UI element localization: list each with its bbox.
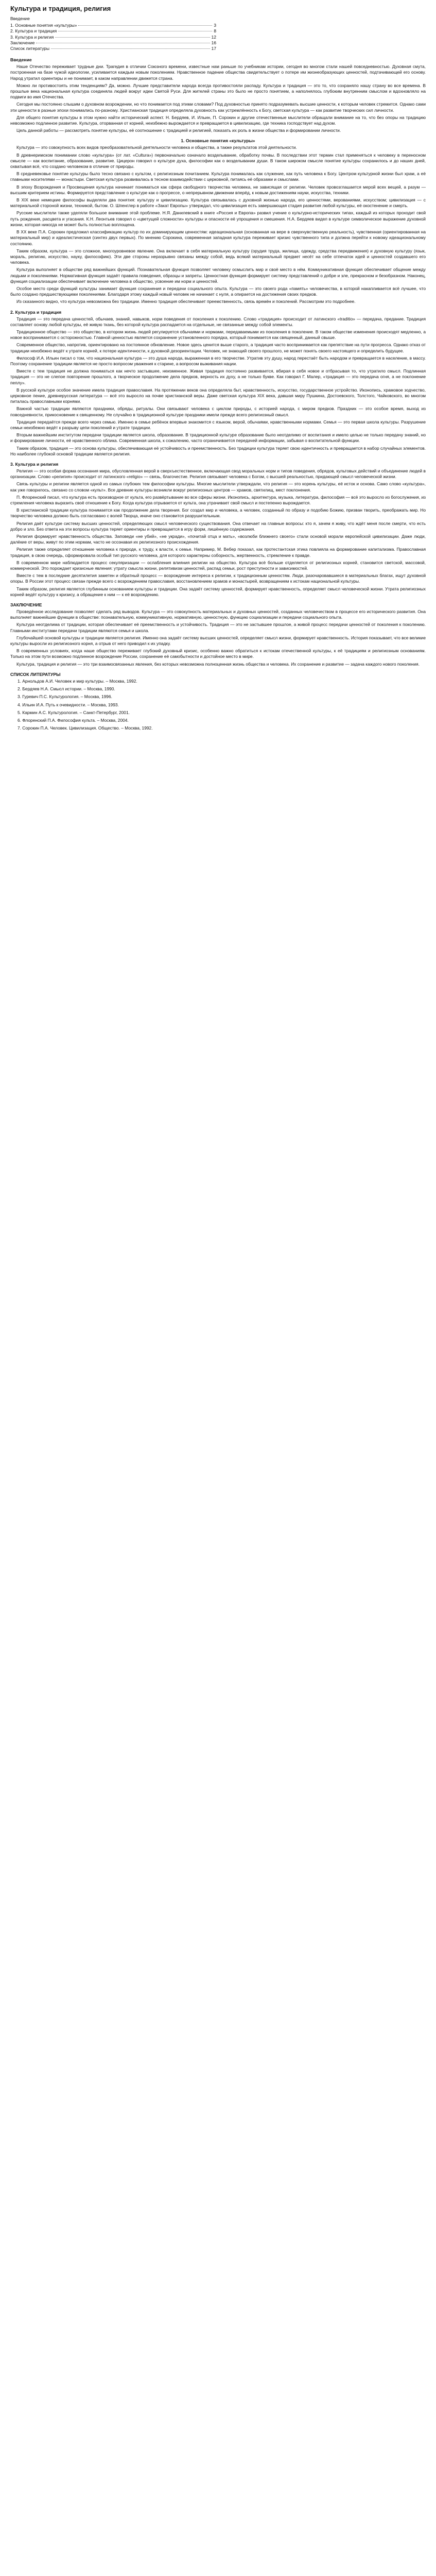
toc-item[interactable] [10,40,216,46]
paragraph: В христианской традиции культура понимается как продолжение дела творения. Бог создал мир и человека, а человек, созданный по образу и подобию Божию, призван творить, преображать мир. Но творчество человека должно быть согласовано с волей Творца, иначе оно становится разрушительным. [10,507,426,519]
paragraph: В средневековье понятие культуры было тесно связано с культом, с религиозным почитанием. Культура понималась как служение, как путь человека к Богу. Центром культурной жизни был храм, а её главными носителями — монастыри. Светская культура развивалась в тесном взаимодействии с церковной, питаясь её образами и смыслами. [10,171,426,182]
section-heading: 3. Культура и религия [10,462,59,467]
toc-item-page: 12 [211,34,216,40]
toc-leader-dots [78,25,212,26]
document-title: Культура и традиция, религия [10,5,111,12]
section-heading: Введение [10,57,32,63]
section-heading: 1. Основные понятия «культуры» [181,138,255,144]
references-list [10,679,426,731]
toc-item-label: 1. Основные понятия «культуры» [10,23,77,28]
paragraph: Культура, традиция и религия — это три взаимосвязанных явления, без которых невозможна полноценная жизнь общества и человека. Их сохранение и развитие — задача каждого нового поколения. [16,661,420,667]
paragraph: В XIX веке немецкие философы выделяли два понятия: культуру и цивилизацию. Культура связывалась с духовной жизнью народа, его ценностями, верованиями, искусством; цивилизация — с материальной стороной жизни, техникой, бытом. О. Шпенглер в работе «Закат Европы» утверждал, что цивилизация есть завершающая стадия развития любой культуры, её окостенение и смерть. [10,197,426,209]
paragraph: Можно ли противостоять этим тенденциям? Да, можно. Лучшие представители народа всегда противостояли распаду. Культура и традиция — это то, что сохраняло нашу страну во все времена. В прошлые века национальная культура соединяла людей вокруг идеи Святой Руси. Для жителей страны это было не просто понятием, а наполнялось глубоким внутренним смыслом и вдохновляло на подвиги во имя Отечества. [10,82,426,100]
paragraph: Глубочайшей основой культуры и традиции является религия. Именно она задаёт систему высших ценностей, определяет смысл жизни, формирует нравственность. История показывает, что все великие культуры выросли из религиозного корня, а отрыв от него приводил к их упадку. [10,635,426,647]
paragraph: Традиция — это передача ценностей, обычаев, знаний, навыков, норм поведения от поколения к поколению. Слово «традиция» происходит от латинского «traditio» — передача, предание. Традиция составляет основу любой культуры, её живую ткань, без которой культура распадается на отдельные, не связанные между собой элементы. [10,316,426,327]
toc-item-page: 3 [214,23,216,28]
toc-item-label: 3. Культура и религия [10,34,54,40]
document-section [10,309,426,457]
paragraph: В современном мире наблюдается процесс секуляризации — ослабления влияния религии на общество. Культура всё больше отделяется от религиозных корней, становится светской, массовой, коммерческой. Это порождает кризисные явления: утрату смысла жизни, релятивизм ценностей, распад семьи, рост преступности и зависимостей. [10,560,426,571]
toc-item-page: 17 [211,46,216,52]
document-section [10,57,426,133]
paragraph: Традиционное общество — это общество, в котором жизнь людей регулируется обычаями и нормами, передаваемыми из поколения в поколение. В таком обществе изменения происходят медленно, а новое воспринимается с осторожностью. Главной ценностью является сохранение установленного порядка, который понимается как священный, данный свыше. [10,329,426,341]
section-heading: 2. Культура и традиция [10,309,62,315]
document-section [10,461,426,598]
document-section [10,602,426,667]
paragraph: Сегодня мы постоянно слышим о духовном возрождении, но что понимается под этими словами? Под духовностью принято подразумевать высшие ценности, к которым человек стремится. Однако сами эти ценности в разные эпохи понимались по-разному. Христианская традиция определяла духовность как устремлённость к Богу, светская культура — как развитие творческих сил личности. [10,101,426,113]
paragraph: Таким образом, традиция — это основа культуры, обеспечивающая её устойчивость и преемственность. Без традиции культура теряет свою идентичность и превращается в набор случайных элементов. Но наиболее глубокой основой традиции является религия. [10,445,426,456]
paragraph: Традиция передаётся прежде всего через семью. Именно в семье ребёнок впервые знакомится с языком, верой, обычаями, нравственными нормами. Семья — это первая школа культуры. Разрушение семьи неизбежно ведёт к разрыву цепи поколений и утрате традиции. [10,419,426,430]
paragraph: В XX веке П.А. Сорокин предложил классификацию культур по их доминирующим ценностям: идеациональная (основанная на вере в сверхчувственную реальность), чувственная (ориентированная на материальный мир) и идеалистическая (синтез двух первых). По мнению Сорокина, современная западная культура переживает кризис чувственного типа и должна перейти к новому идеациональному состоянию. [10,229,426,246]
paragraph: Проведённое исследование позволяет сделать ряд выводов. Культура — это совокупность материальных и духовных ценностей, созданных человечеством в процессе его исторического развития. Она выполняет важнейшие функции в обществе: познавательную, коммуникативную, нормативную, ценностную, функцию социализации и передачи социального опыта. [10,609,426,620]
paragraph: Религия также определяет отношение человека к природе, к труду, к власти, к семье. Например, М. Вебер показал, как протестантская этика повлияла на формирование капитализма. Православная традиция, в свою очередь, сформировала особый тип русского человека, для которого характерны соборность, жертвенность, стремление к правде. [10,547,426,558]
paragraph: Связь культуры и религии является одной из самых глубоких тем философии культуры. Многие мыслители утверждали, что религия — это корень культуры, её исток и основа. Само слово «культура», как уже говорилось, связано со словом «культ». Все древние культуры возникли вокруг религиозных центров — храмов, святилищ, мест поклонения. [10,481,426,493]
paragraph: Культура неотделима от традиции, которая обеспечивает её преемственность и устойчивость. Традиция — это не застывшее прошлое, а живой процесс передачи ценностей от поколения к поколению. Главными институтами передачи традиции являются семья и школа. [10,622,426,633]
reference-item: 6. Флоренский П.А. Философия культа. – Москва, 2004. [18,717,129,723]
paragraph: Религия формирует нравственность общества. Заповеди «не убий», «не укради», «почитай отца и мать», «возлюби ближнего своего» стали основой морали европейской цивилизации. Даже люди, далёкие от веры, живут по этим нормам, часто не осознавая их религиозного происхождения. [10,534,426,545]
paragraph: Русские мыслители также уделяли большое внимание этой проблеме. Н.Я. Данилевский в книге «Россия и Европа» развил учение о культурно-исторических типах, каждый из которых проходит свой путь рождения, расцвета и угасания. К.Н. Леонтьев говорил о «цветущей сложности» культуры и опасности её упрощения и смешения. Н.А. Бердяев видел в культуре символическое выражение духовной жизни, которая никогда не может быть полностью воплощена. [10,210,426,227]
reference-item: 2. Бердяев Н.А. Смысл истории. – Москва, 1990. [18,686,115,692]
paragraph: Из сказанного видно, что культура невозможна без традиции. Именно традиция обеспечивает преемственность, связь времён и поколений. Рассмотрим это подробнее. [16,299,356,304]
paragraph: В современных условиях, когда наше общество переживает глубокий духовный кризис, особенно важно обратиться к истокам отечественной культуры, к её традициям и религиозным основаниям. Только на этом пути возможно подлинное возрождение России, сохранение её самобытности и достойное место в мире. [10,648,426,659]
paragraph: Вторым важнейшим институтом передачи традиции является школа, образование. В традиционной культуре образование было неотделимо от воспитания и имело целью не только передачу знаний, но и формирование личности, её нравственного облика. Современная школа, к сожалению, часто ограничивается передачей информации, забывая о воспитательной функции. [10,432,426,444]
toc-item[interactable] [10,28,216,34]
references-section [10,671,426,731]
paragraph: Особое место среди функций культуры занимает функция сохранения и передачи социального опыта. Культура — это своего рода «память» человечества, в которой накапливается всё лучшее, что было создано предшествующими поколениями. Благодаря этому каждый новый человек не начинает с нуля, а опирается на достижения своих предков. [10,285,426,297]
paragraph: В древнеримском понимании слово «культура» (от лат. «Cultura») первоначально означало возделывание, обработку почвы. В последствии этот термин стал применяться к человеку в переносном смысле — как воспитание, образование, развитие. Цицерон говорил о культуре духа, философии как о возделывании души. В таком широком смысле понятие культуры сохранилось и до наших дней, охватывая всё, что создано человеком в отличие от природы. [10,152,426,170]
toc-leader-dots [51,48,210,49]
table-of-contents [10,23,216,52]
paragraph: В эпоху Возрождения и Просвещения культура начинает пониматься как сфера свободного творчества человека, не зависящая от религии. Человек провозглашается мерой всех вещей, а разум — высшим критерием истины. Формируется представление о культуре как о прогрессе, о непрерывном движении вперёд, к новым достижениям науки, искусства, техники. [10,184,426,195]
paragraph: Цель данной работы — рассмотреть понятие культуры, её соотношение с традицией и религией, показать их роль в жизни общества и формировании личности. [16,128,341,133]
reference-item: 4. Ильин И.А. Путь к очевидности. – Москва, 1993. [18,702,119,707]
paragraph: В русской культуре особое значение имела традиция православия. На протяжении веков она определяла быт, нравственность, искусство, государственное устройство. Иконопись, храмовое зодчество, церковное пение, древнерусская литература — всё это выросло на почве христианской веры. Даже светская культура XIX века, давшая миру Пушкина, Достоевского, Толстого, Чайковского, во многом питалась православными корнями. [10,387,426,404]
toc-heading: Введение [10,16,30,21]
toc-item-label: Заключение [10,40,35,45]
toc-leader-dots [55,37,210,38]
reference-item: 3. Гуревич П.С. Культурология. – Москва, 1996. [18,694,112,700]
paragraph: Философ И.А. Ильин писал о том, что национальная культура — это душа народа, выраженная в его творчестве. Утратив эту душу, народ перестаёт быть народом и превращается в население, в массу. Поэтому сохранение традиции является не просто вопросом уважения к старине, а вопросом выживания нации. [10,355,426,366]
document-section [10,138,426,304]
document-body [10,57,426,667]
paragraph: Культура — это совокупность всех видов преобразовательной деятельности человека и общества, а также результатов этой деятельности. [16,145,297,150]
reference-item: 7. Сорокин П.А. Человек. Цивилизация. Общество. – Москва, 1992. [18,725,153,731]
toc-item[interactable] [10,35,216,40]
toc-item[interactable] [10,46,216,52]
paragraph: П. Флоренский писал, что культура есть производное от культа, его развёртывание во все сферы жизни. Иконопись, архитектура, музыка, литература, философия — всё это выросло из богослужения, из стремления человека выразить своё отношение к Богу. Когда культура отрывается от культа, она утрачивает свой смысл и постепенно вырождается. [10,494,426,506]
paragraph: Наше Отечество переживает трудные дни. Трагедия в отличии Союзного времени, известные нам раньше по учебникам истории, сегодня во многом стали нашей повседневностью. Духовная смута, построенная на базе чужой идеологии, усиливается каждым новым поколением. Нравственное падение общества свидетельствует о потере им жизнеобразующих ценностей, подтачивающей его основу. Народ утратил ориентиры и не понимает, в каком направлении движется страна. [10,64,426,81]
paragraph: Таким образом, религия является глубинным основанием культуры и традиции. Она задаёт систему ценностей, формирует нравственность, определяет смысл человеческой жизни. Утрата религиозных корней ведёт культуру к кризису, а обращение к ним — к её возрождению. [10,586,426,597]
toc-item-label: 2. Культура и традиция [10,28,57,34]
paragraph: Современное общество, напротив, ориентировано на постоянное обновление. Новое здесь ценится выше старого, а традиция часто воспринимается как препятствие на пути прогресса. Однако отказ от традиции неизбежно ведёт к утрате корней, к потере идентичности, к духовной дезориентации. Человек, не знающий своего прошлого, не может понять своего настоящего и определить будущее. [10,342,426,353]
paragraph: Вместе с тем в последние десятилетия заметен и обратный процесс — возрождение интереса к религии, к традиционным ценностям. Люди, разочаровавшиеся в материальных благах, ищут духовной опоры. В России этот процесс связан прежде всего с возрождением православия, восстановлением храмов и монастырей, возвращением к истокам национальной культуры. [10,573,426,584]
toc-item-page: 8 [214,28,216,34]
paragraph: Религия даёт культуре систему высших ценностей, определяющих смысл человеческого существования. Она отвечает на главные вопросы: кто я, зачем я живу, что ждёт меня после смерти, что есть добро и зло. Без ответа на эти вопросы культура теряет ориентиры и превращается в игру форм, лишённую содержания. [10,520,426,532]
paragraph: Вместе с тем традиция не должна пониматься как нечто застывшее, неизменное. Живая традиция постоянно развивается, вбирая в себя новое и отбрасывая то, что утратило смысл. Подлинная традиция — это не слепое повторение прошлого, а творческое продолжение дела предков, верность их духу, а не только букве. Как говорил Г. Малер, «традиция — это передача огня, а не поклонение пеплу». [10,368,426,385]
toc-item-page: 16 [211,40,216,45]
section-heading: ЗАКЛЮЧЕНИЕ [10,602,42,608]
paragraph: Таким образом, культура — это сложное, многоуровневое явление. Она включает в себя материальную культуру (орудия труда, жилища, одежду, средства передвижения) и духовную культуру (язык, мораль, религию, искусство, науку, философию). Эти две стороны неразрывно связаны между собой, ведь всякий материальный предмет несёт на себе отпечаток идей и ценностей создавшего его человека. [10,248,426,265]
reference-item: 1. Арнольдов А.И. Человек и мир культуры. – Москва, 1992. [18,678,137,684]
document-page [0,0,436,743]
toc-item[interactable] [10,23,216,28]
paragraph: Религия — это особая форма осознания мира, обусловленная верой в сверхъестественное, включающая свод моральных норм и типов поведения, обрядов, культовых действий и объединение людей в организации. Слово «религия» происходит от латинского «religio» — связь, благочестие. Религия связывает человека с Богом, с высшей реальностью, придающей смысл человеческой жизни. [10,468,426,480]
paragraph: Важной частью традиции являются праздники, обряды, ритуалы. Они связывают человека с циклом природы, с историей народа, с миром предков. Праздник — это особое время, выход из повседневности, прикосновение к священному. Не случайно в традиционной культуре праздники имели прежде всего религиозный смысл. [10,406,426,417]
reference-item: 5. Кармин А.С. Культурология. – Санкт-Петербург, 2001. [18,709,130,715]
paragraph: Культура выполняет в обществе ряд важнейших функций. Познавательная функция позволяет человеку осмыслить мир и своё место в нём. Коммуникативная функция обеспечивает общение между людьми и поколениями. Нормативная функция задаёт правила поведения, образцы и запреты. Ценностная функция формирует систему представлений о добре и зле, прекрасном и безобразном. Наконец, функция социализации обеспечивает включение человека в общество, усвоение им норм и ценностей. [10,267,426,284]
paragraph: Для общего понятия культуры в этом нужно найти исторический аспект. Н. Бердяев, И. Ильин, П. Сорокин и другие отечественные мыслители обращали внимание на то, что без опоры на традицию невозможно подлинное развитие. Культура, оторванная от корней, неизбежно вырождается и превращается в цивилизацию, где техника господствует над духом. [10,114,426,126]
references-heading: СПИСОК ЛИТЕРАТУРЫ [10,671,61,677]
toc-item-label: Список литературы [10,46,49,52]
